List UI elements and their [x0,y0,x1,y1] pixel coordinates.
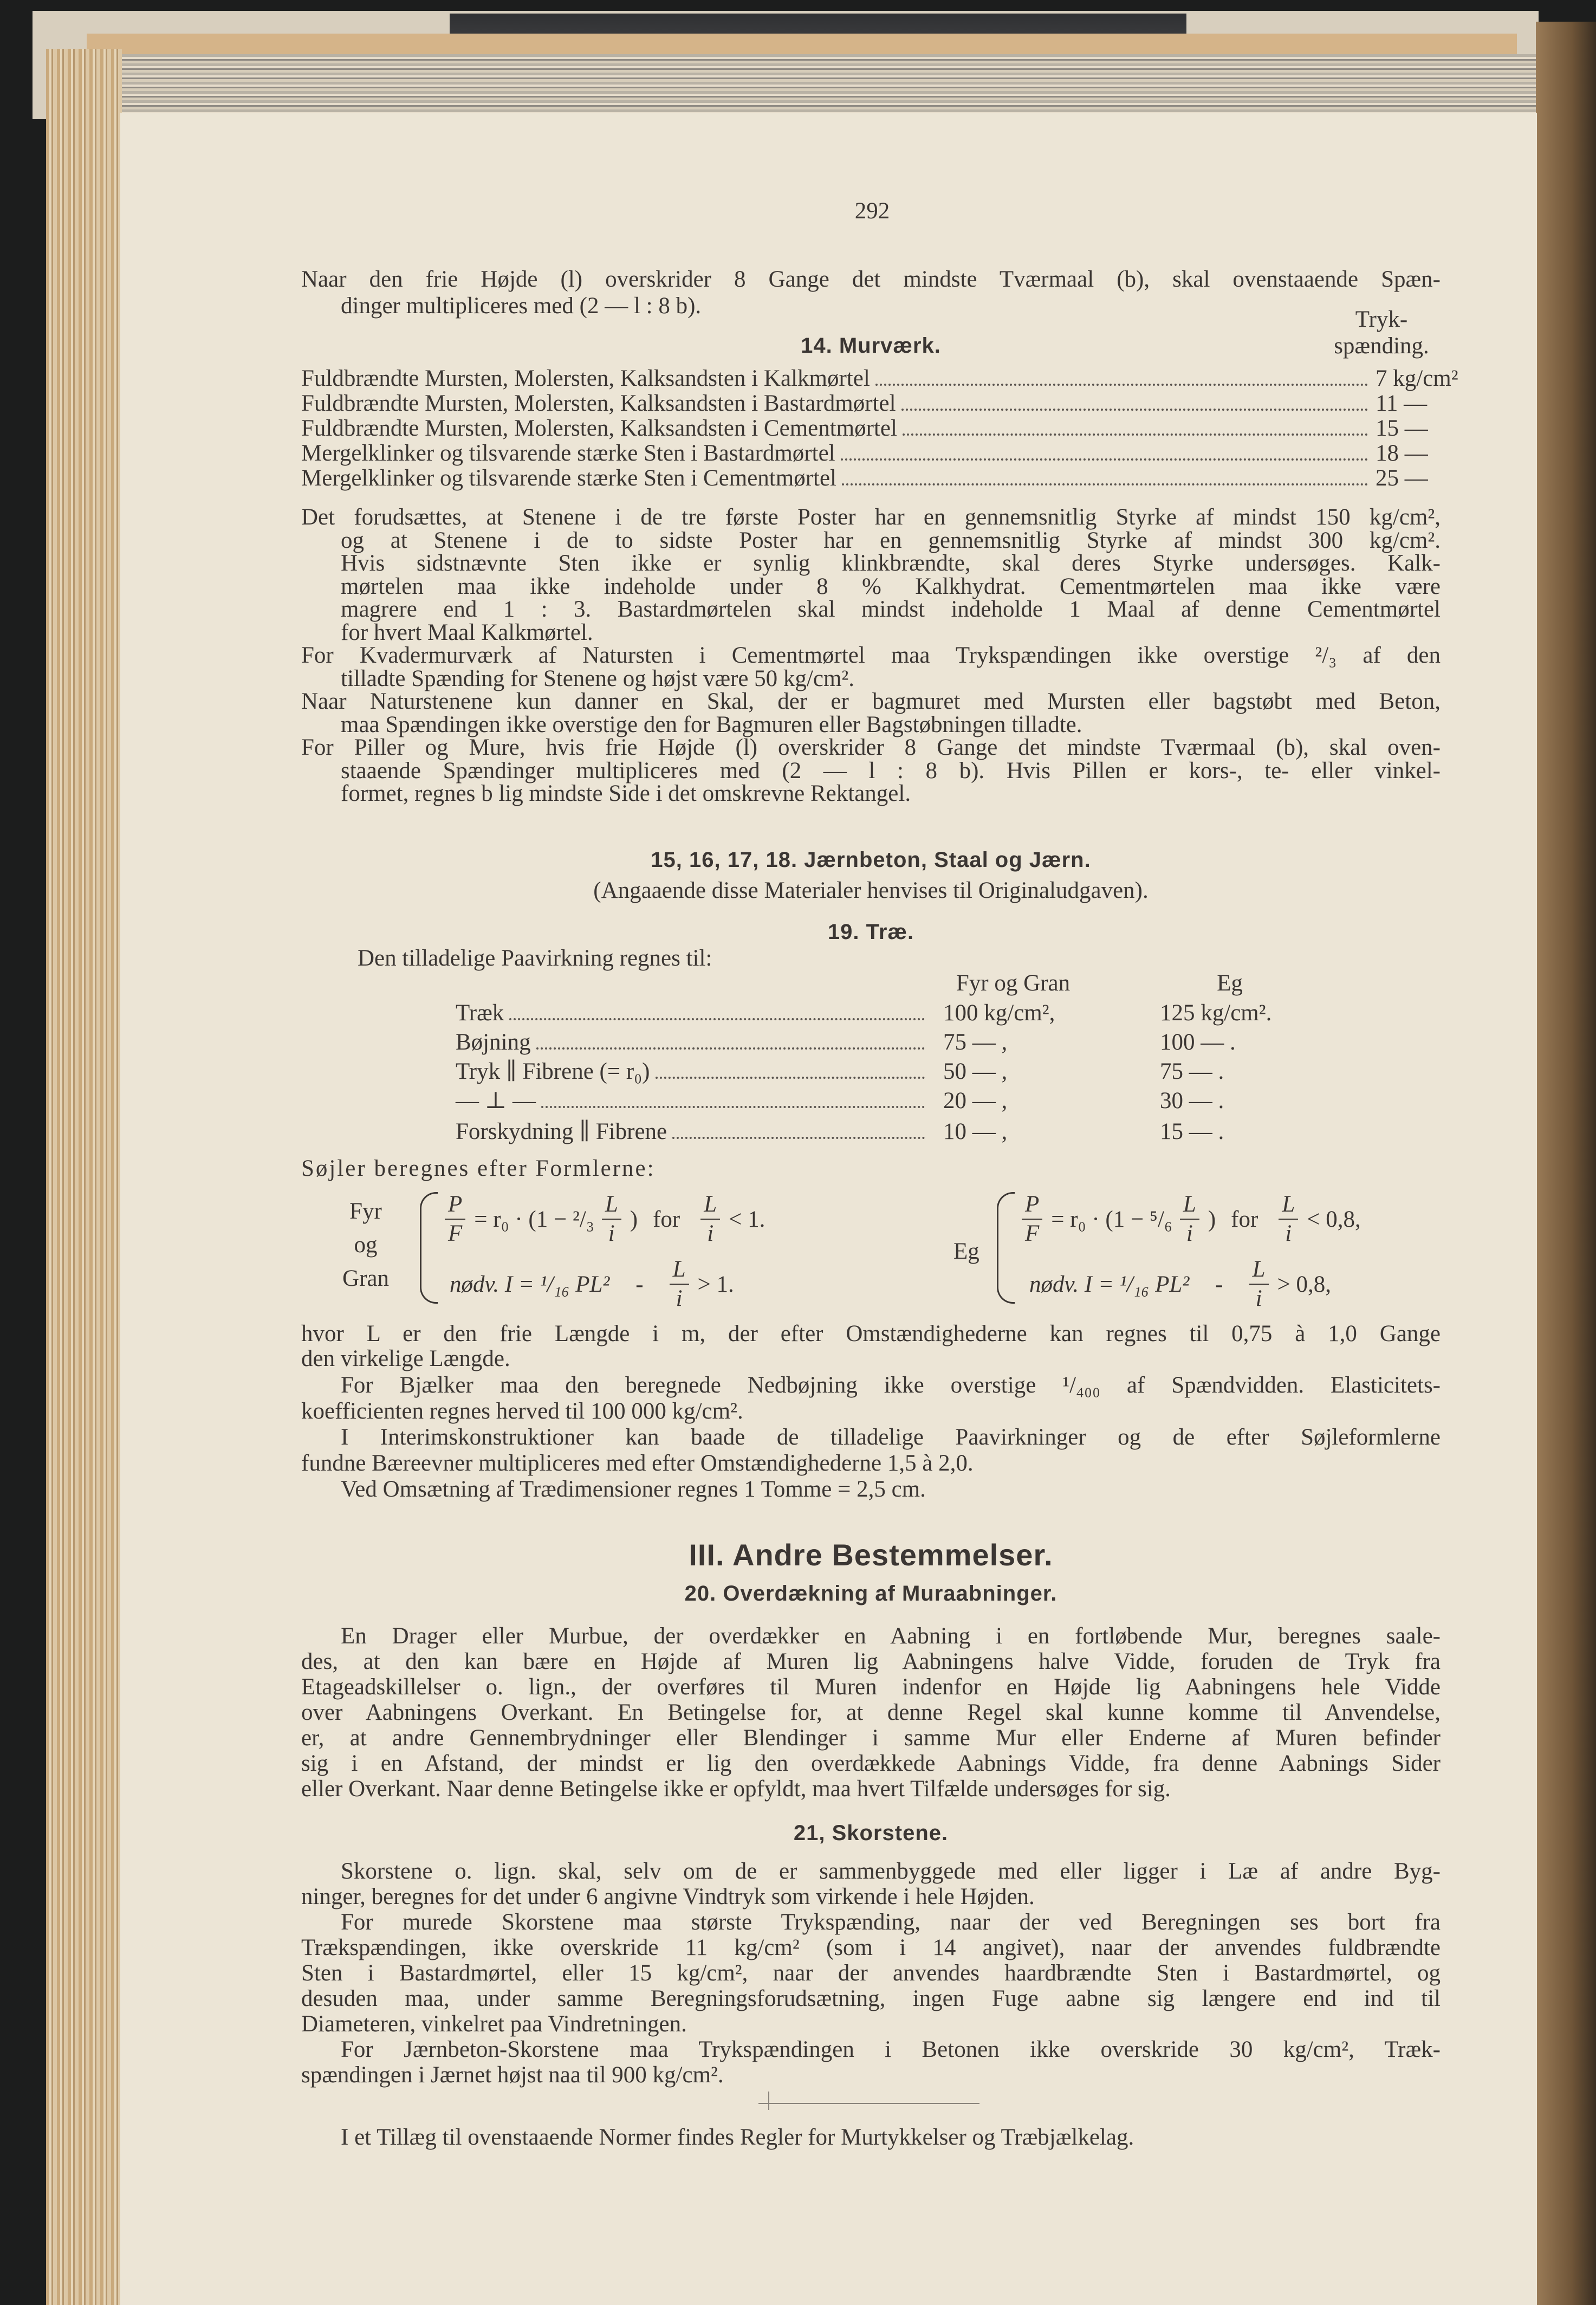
section-20-text [301,1623,1441,1802]
wood-row-label: — ⊥ — [456,1088,536,1113]
column-header-eg: Eg [1217,970,1243,996]
dot-leader [903,433,1368,436]
text-line: ninger, beregnes for det under 6 angivne Vindtryk som virkende i hele Højden. [301,1884,1035,1909]
text-line: des, at den kan bære en Højde af Muren lig Aabningens halve Vidde, foruden de Tryk fra [301,1649,1441,1674]
text-line: For Jærnbeton-Skorstene maa Trykspændingen i Betonen ikke overskride 30 kg/cm², Træk- [341,2037,1441,2062]
formula-brace [997,1192,1015,1304]
numerator: L [700,1190,720,1220]
formula-label-og: og [354,1232,378,1258]
formula-term: ) [630,1206,638,1232]
text-line: staaende Spændinger multipliceres med (2 — l : 8 b). Hvis Pillen er kors-, te- eller vinkel- [341,757,1441,784]
denominator: i [676,1286,683,1311]
formula-label-fyr: Fyr [349,1199,382,1224]
row-value: 25 — [1376,465,1428,491]
wood-row-label: Tryk ∥ Fibrene (= r₀) [456,1059,650,1084]
fraction-l-over-i [602,1190,626,1248]
text-line: Sten i Bastardmørtel, eller 15 kg/cm², naar der anvendes haardbrændte Sten i Bastardmørtel, og [301,1960,1441,1986]
numerator: L [1180,1190,1199,1220]
formula-condition: < 1. [729,1206,765,1232]
row-label: Fuldbrændte Mursten, Molersten, Kalksandsten i Bastardmørtel [301,391,896,416]
text-line: maa Spændingen ikke overstige den for Bagmuren eller Bagstøbningen tilladte. [341,711,1082,737]
text-line: spændingen i Jærnet højst naa til 900 kg/cm². [301,2062,724,2088]
wood-notes [301,1372,1441,1503]
formula-condition: < 0,8, [1307,1206,1361,1232]
wood-value-fyr: 10 — , [943,1119,1008,1144]
formula-for: for [653,1206,680,1232]
formula-for: for [1231,1206,1258,1232]
text-line: En Drager eller Murbue, der overdækker en Aabning i en fortløbende Mur, beregnes saale- [341,1623,1441,1649]
formula-brace [420,1192,438,1304]
numerator: P [445,1190,465,1220]
formula-term: nødv. I = ¹/₁₆ PL² [1029,1271,1190,1297]
text-line: Det forudsættes, at Stenene i de tre første Poster har en gennemsnitlig Styrke af mindst 150 kg/cm², [301,504,1441,530]
wood-value-eg: 75 — . [1160,1059,1224,1084]
dot-leader [656,1077,925,1079]
text-line: For Kvadermurværk af Natursten i Cementmørtel maa Trykspændingen ikke overstige ²/₃ af den [301,643,1441,668]
denominator: i [1285,1221,1292,1246]
section-21-text [301,1859,1441,2088]
text-line: Hvis sidstnævnte Sten ikke er synlig klinkbrændte, skal deres Styrke undersøges. Kalk- [341,551,1441,576]
fraction-l-over-i [1279,1190,1302,1248]
wood-intro: Den tilladelige Paavirkning regnes til: [358,946,712,971]
wood-value-fyr: 50 — , [943,1059,1008,1084]
divider-rule [758,2103,979,2104]
text-line: Ved Omsætning af Trædimensioner regnes 1 Tomme = 2,5 cm. [341,1477,926,1502]
dot-leader [842,483,1368,485]
text-line: tilladte Spænding for Stenene og højst være 50 kg/cm². [341,665,855,691]
text-line: Naar den frie Højde (l) overskrider 8 Gange det mindste Tværmaal (b), skal ovenstaaende Spæn- [301,267,1441,292]
fraction-l-over-i [1180,1190,1204,1248]
page-edges-top [87,54,1539,114]
formula-term: = r₀ · (1 − ²/₃ [474,1206,594,1232]
formula-term: nødv. I = ¹/₁₆ PL² [450,1271,610,1297]
text-line: Naar Naturstenene kun danner en Skal, der er bagmuret med Mursten eller bagstøbt med Beton, [301,689,1441,714]
masonry-row [301,441,1441,466]
footer-note [301,2125,1441,2151]
wood-row [456,1086,1322,1116]
section-21-title: 21, Skorstene. [793,1821,949,1845]
text-line: Trækspændingen, ikke overskride 11 kg/cm² (som i 14 angivet), naar der anvendes fuldbrændte [301,1935,1441,1960]
text-line: eller Overkant. Naar denne Betingelse ikke er opfyldt, maa hvert Tilfælde undersøges for sig. [301,1776,1171,1802]
dot-leader [875,384,1368,386]
text-line: For Piller og Mure, hvis frie Højde (l) overskrider 8 Gange det mindste Tværmaal (b), skal oven- [301,735,1441,760]
text-line: For murede Skorstene maa største Trykspænding, naar der ved Beregningen ses bort fra [341,1909,1441,1935]
dot-leader [541,1106,925,1108]
text-line: sig i en Afstand, der mindst er lig den overdækkede Aabnings Vidde, fra denne Aabnings Sider [301,1751,1441,1776]
formula-ditto: - [635,1271,644,1297]
wood-row-label: Bøjning [456,1030,531,1055]
numerator: P [1022,1190,1042,1220]
row-label: Fuldbrændte Mursten, Molersten, Kalksandsten i Cementmørtel [301,416,897,441]
formula-label-eg: Eg [953,1239,979,1264]
dot-leader [841,458,1368,461]
numerator: L [670,1255,689,1285]
where-note [301,1322,1441,1371]
text-line: Diameteren, vinkelret paa Vindretningen. [301,2011,687,2037]
masonry-notes [301,506,1441,806]
wood-row-label: Forskydning ∥ Fibrene [456,1119,667,1144]
masonry-row [301,466,1441,491]
dot-leader [672,1137,925,1139]
wood-value-eg: 125 kg/cm². [1160,1000,1272,1026]
fraction-l-over-i [670,1255,693,1313]
dot-leader [536,1047,925,1050]
numerator: L [602,1190,621,1220]
section-20-title: 20. Overdækning af Muraabninger. [684,1582,1057,1605]
text-line: mørtelen maa ikke indeholde under 8 % Kalkhydrat. Cementmørtelen maa ikke være [341,573,1441,599]
formula-term: = r₀ · (1 − ⁵/₆ [1051,1206,1172,1232]
text-line: og at Stenene i de to sidste Poster har en gennemsnitlig Styrke af mindst 300 kg/cm². [341,527,1441,553]
formula-eg-eq1 [1018,1189,1365,1249]
formula-ditto: - [1215,1271,1223,1297]
text-line: for hvert Maal Kalkmørtel. [341,619,593,645]
wood-row [456,1057,1322,1086]
formula-condition: > 0,8, [1277,1271,1332,1297]
formula-term: ) [1208,1206,1216,1232]
text-line: den virkelige Længde. [301,1346,510,1371]
masonry-table [301,366,1458,491]
fraction-l-over-i [1249,1255,1273,1313]
row-label: Mergelklinker og tilsvarende stærke Sten i Cementmørtel [301,465,836,491]
text-line: formet, regnes b lig mindste Side i det omskrevne Rektangel. [341,781,911,806]
section-15-18-title: 15, 16, 17, 18. Jærnbeton, Staal og Jærn. [651,848,1091,872]
text-line: koefficienten regnes herved til 100 000 kg/cm². [301,1398,743,1424]
text-line: desuden maa, under samme Beregningsforudsætning, ingen Fuge aabne sig længere end ind til [301,1986,1441,2011]
denominator: F [1025,1221,1040,1246]
page-edges-left [46,49,122,2305]
row-value: 7 kg/cm² [1376,366,1458,391]
text-line: dinger multipliceres med (2 — l : 8 b). [341,293,702,319]
row-label: Fuldbrændte Mursten, Molersten, Kalksandsten i Kalkmørtel [301,366,870,391]
row-value: 11 — [1376,391,1428,416]
formula-label-gran: Gran [342,1266,389,1291]
part-3-title: III. Andre Bestemmelser. [689,1538,1053,1572]
denominator: i [608,1221,615,1246]
divider-tick [768,2092,769,2110]
text-line: Etageadskillelser o. lign., der overføres til Muren indenfor en Højde lig Aabningens hele Vidde [301,1674,1441,1700]
text-line: magrere end 1 : 3. Bastardmørtelen skal mindst indeholde 1 Maal af denne Cementmørtel [341,597,1441,622]
denominator: i [707,1221,714,1246]
masonry-row [301,391,1441,416]
book-cover-right [1536,22,1596,2305]
intro-text [301,266,1441,319]
row-label: Mergelklinker og tilsvarende stærke Sten i Bastardmørtel [301,441,835,466]
text-line: I Interimskonstruktioner kan baade de tilladelige Paavirkninger og de efter Søjleformlerne [341,1425,1441,1450]
wood-value-fyr: 20 — , [943,1088,1008,1113]
section-14-title: 14. Murværk. [801,334,941,358]
page-edges-tan [87,34,1517,54]
wood-row [456,999,1322,1028]
section-15-18-note: (Angaaende disse Materialer henvises til Originaludgaven). [593,878,1149,903]
masonry-row [301,416,1441,441]
text-line: fundne Bæreevner multipliceres med efter Omstændighederne 1,5 à 2,0. [301,1451,974,1476]
masonry-row [301,366,1458,391]
wood-value-fyr: 75 — , [943,1030,1008,1055]
formula-fyr-label [336,1195,395,1296]
wood-row [456,1028,1322,1057]
wood-value-fyr: 100 kg/cm², [943,1000,1055,1026]
text-line: I et Tillæg til ovenstaaende Normer findes Regler for Murtykkelser og Træbjælkelag. [341,2125,1134,2150]
row-value: 18 — [1376,441,1428,466]
denominator: F [448,1221,463,1246]
denominator: i [1186,1221,1193,1246]
wood-row-label: Træk [456,1000,504,1026]
text-line: over Aabningens Overkant. En Betingelse for, at denne Regel skal kunne komme til Anvendelse, [301,1700,1441,1725]
tryk-header-line1: Tryk- [1355,307,1408,332]
fraction-l-over-i [700,1190,724,1248]
fraction-p-over-f [445,1190,470,1248]
columns-intro: Søjler beregnes efter Formlerne: [301,1156,656,1181]
tryk-header-line2: spænding. [1334,333,1429,359]
formula-eg-eq2 [1029,1254,1335,1314]
section-19-title: 19. Træ. [827,920,914,944]
fraction-p-over-f [1022,1190,1047,1248]
wood-value-eg: 30 — . [1160,1088,1224,1113]
wood-row [456,1117,1322,1147]
text-line: Skorstene o. lign. skal, selv om de er sammenbyggede med eller ligger i Læ af andre Byg- [341,1859,1441,1884]
numerator: L [1249,1255,1269,1285]
row-value: 15 — [1376,416,1428,441]
formula-fyr-eq1 [442,1189,769,1249]
page-number: 292 [854,198,890,224]
dot-leader [509,1018,925,1020]
formula-fyr-eq2 [450,1254,738,1314]
wood-value-eg: 15 — . [1160,1119,1224,1144]
dot-leader [901,409,1368,411]
wood-value-eg: 100 — . [1160,1030,1236,1055]
denominator: i [1255,1286,1262,1311]
column-header-fyr-og-gran: Fyr og Gran [956,970,1071,996]
formula-condition: > 1. [697,1271,734,1297]
text-line: er, at andre Gennembrydninger eller Blendinger i samme Mur eller Enderne af Muren befinder [301,1725,1441,1751]
numerator: L [1279,1190,1298,1220]
text-line: hvor L er den frie Længde i m, der efter Omstændighederne kan regnes til 0,75 à 1,0 Gange [301,1321,1441,1346]
text-line: For Bjælker maa den beregnede Nedbøjning ikke overstige ¹/₄₀₀ af Spændvidden. Elasticitets- [341,1372,1441,1398]
